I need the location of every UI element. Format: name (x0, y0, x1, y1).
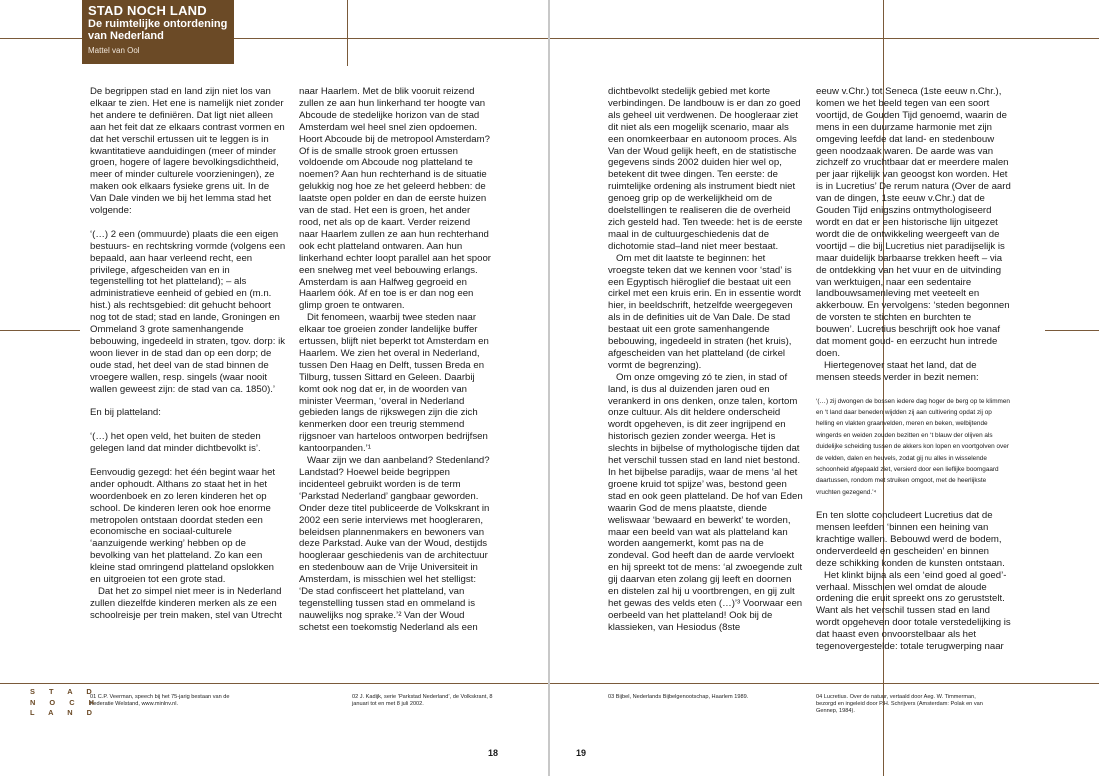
text-column-1 (90, 86, 286, 622)
paragraph: naar Haarlem. Met de blik vooruit reizend zullen ze aan hun linkerhand ter hoogte van Abcoude de stedelijke horizon van de stad Amsterdam wel heel snel zien opdoemen. Hoort Abcoude bij de metropool Amsterdam? Of is de smalle strook groen ertussen voldoende om Abcoude nog platteland te noemen? Aan hun rechterhand is de situatie gelukkig nog hoe ze het geleerd hebben: de laatste open polder en dan de eerste huizen van de stad. Het een is groen, het ander rood, net als op de kaart. Verder reizend naar Haarlem zullen ze aan hun rechterhand ook echt platteland ontwaren. Aan hun linkerhand echter loopt parallel aan het spoor een snelweg met veel bebouwing erlangs. Amsterdam is aan Halfweg gegroeid en Haarlem óók. Af en toe is er dan nog een glimp groen te ontwaren. (299, 86, 492, 312)
text-column-3 (608, 86, 804, 634)
paragraph: Eenvoudig gezegd: het één begint waar het ander ophoudt. Althans zo staat het in het woordenboek en zo leren kinderen het op school. De kinderen leren ook hoe enorme metropolen ontstaan doordat steden een economische en sociaal-culturele ‘aanzuigende werking’ hebben op de bevolking van het platteland. Zo kan een kleine stad omringend platteland opslokken en uitgroeien tot een grote stad. (90, 466, 276, 586)
text-column-4 (816, 86, 1012, 653)
paragraph: eeuw v.Chr.) tot Seneca (1ste eeuw n.Chr.), komen we het beeld tegen van een soort voortijd, de Gouden Tijd genoemd, waarin de mens in een duurzame harmonie met zijn omgeving leefde dat land- en stedenbouw geen noodzaak waren. De aarde was van zichzelf zo vruchtbaar dat er meerdere malen per jaar rijkelijk van geoogst kon worden. Het is in Lucretius’ De rerum natura (Over de aard van de dingen, 1ste eeuw v.Chr.) dat de Gouden Tijd enigszins ontmythologiseerd wordt en dat er een historische lijn uitgezet wordt die de ontwikkeling weergeeft van de voortijd – die bij Lucretius niet paradijselijk is maar duidelijk barbaarse trekken heeft – via de ontdekking van het vuur en de uitvinding van werktuigen, naar een sedentaire landbouwsamenleving met veeteelt en akkerbouw. En vervolgens: ‘steden begonnen de vorsten te stichten en burchten te bouwen’. Lucretius beschrijft ook hoe vanaf dat moment goud- en eerzucht hun intrede doen. (816, 86, 1011, 359)
article-subtitle-line-1: De ruimtelijke ontordening (88, 18, 228, 30)
paragraph: Dit fenomeen, waarbij twee steden naar elkaar toe groeien zonder landelijke buffer ertussen, blijft niet beperkt tot Amsterdam en Haarlem. We zien het overal in Nederland, tussen Den Haag en Delft, tussen Breda en Tilburg, tussen Sittard en Geleen. Daarbij komt ook nog dat er, in de woorden van minister Veerman, ‘overal in Nederland gebieden langs de rijkswegen zijn die zich kenmerken door een treurig stemmend rijgsnoer van harteloos ontworpen bedrijfsen kantoorpanden.’¹ (299, 312, 489, 455)
paragraph: Het klinkt bijna als een ‘eind goed al goed’-verhaal. Misschien wel omdat de aloude ordening die eruit spreekt ons zo geruststelt. Want als het verschil tussen stad en land wordt opgeheven door totale verstedelijking is dat haast even onvoorstelbaar als het tegenovergestelde: totale terugwerping naar (816, 569, 1011, 653)
paragraph: dichtbevolkt stedelijk gebied met korte verbindingen. De landbouw is er dan zo goed als geheel uit verdwenen. De hoogleraar ziet dit niet als een mogelijk scenario, maar als een onomkeerbaar en autonoom proces. Als Van der Woud gelijk heeft, en de statistische gegevens sinds 2002 duiden hier wel op, betekent dit twee dingen. Ten eerste: de ruimtelijke ordening als instrument biedt niet genoeg grip op de werkelijkheid om de doelstellingen te realiseren die de overheid zich gesteld had. Ten tweede: het is de eerste maal in de cultuurgeschiedenis dat de dichotomie stad–land niet meer bestaat. (608, 86, 803, 252)
footnote-4: 04 Lucretius. Over de natuur, vertaald door Aeg. W. Timmerman, bezorgd en ingeleid door P.H. Schrijvers (Amsterdam: Polak en van Gennep, 1984). (816, 694, 983, 714)
article-author: Mattel van Ool (88, 46, 140, 55)
stad-noch-land-logo (30, 687, 100, 719)
logo-line: S T A D (30, 687, 98, 696)
page-number-left: 18 (488, 748, 499, 758)
paragraph: Om onze omgeving zó te zien, in stad of land, is dus al duizenden jaren oud en verankerd in ons denken, onze talen, kortom onze cultuur. Als dit heldere onderscheid wordt opgeheven, is dit zeer ingrijpend en historisch gezien zonder weerga. Het is slechts in bijbelse of mythologische tijden dat het verschil tussen stad en land niet bestond. In het bijbelse paradijs, waar de mens ‘al het groene kruid tot spijze’ was, bestond geen stad en ook geen platteland. De hof van Eden waarin God de mens plaatste, diende weliswaar ‘bewaard en bewerkt’ te worden, maar een beeld van wat als platteland kan worden aangemerkt, komt pas na de zondeval. God heeft dan de aarde vervloekt en hij spreekt tot de mens: ‘al zwoegende zult gij daarvan eten zolang gij leeft en doornen en distelen zal hij u voortbrengen, en gij zult het gewas des velds eten (…)’³ Voorwaar een oerbeeld van het platteland! Ook bij de klassieken, van Hesiodus (8ste (608, 371, 803, 633)
paragraph: Hiertegenover staat het land, dat de mensen steeds verder in bezit nemen: (816, 359, 979, 383)
bottom-rule-right (550, 683, 1099, 684)
paragraph: En ten slotte concludeert Lucretius dat de mensen leefden ‘binnen een heining van krachtige wallen. Bebouwd werd de bodem, onderverdeeld en gescheiden’ en binnen deze schikking konden de kunsten ontstaan. (816, 510, 1005, 569)
page-gutter (548, 0, 550, 776)
lucretius-quote: ‘(…) zij dwongen de bossen iedere dag hoger de berg op te klimmen en ‘t land daar beneden wijdden zij aan cultivering opdat zij op helling en vlakten graanvelden, meren en beken, welbijtende wingerds en weiden zouden bezitten en ‘t blauw der olijven als duidelijke scheiding tussen de akkers kon lopen en voortgolven over de velden, dalen en heuvels, zodat gij nu alles in wisselende schoonheid afgepaald ziet, versierd door een lieflijke boomgaard daartussen, rondom met struiken omgoot, met de heerlijkste vruchten gezegend.’⁴ (816, 397, 1010, 496)
bottom-rule-left (0, 683, 548, 684)
footnote-1: 01 C.P. Veerman, speech bij het 75-jarig bestaan van de Federatie Welstand, www.minlnv.nl. (90, 694, 230, 707)
paragraph: Om met dit laatste te beginnen: het vroegste teken dat we kennen voor ‘stad’ is een Egyptisch hiëroglief die bestaat uit een cirkel met een kruis erin. En in essentie wordt hier, in beeldschrift, hetzelfde weergegeven als in de definities uit de Van Dale. De stad bestaat uit een grote samenhangende bebouwing, ingedeeld in straten (het kruis), afgescheiden van het platteland (de cirkel vormt de begrenzing). (608, 252, 802, 371)
side-rule-left (0, 330, 80, 331)
footnote-2: 02 J. Kadijk, serie ‘Parkstad Nederland’, de Volkskrant, 8 januari tot en met 8 juli 2002. (352, 694, 493, 707)
dictionary-quote-stad: ‘(…) 2 een (ommuurde) plaats die een eigen bestuurs- en rechtskring vormde (volgens een bepaald, aan haar verleend recht, een privilege, afgescheiden van en in tegenstelling tot het platteland); – als administratieve eenheid of gebied en (m.n. hist.) als rechtsgebied: dit gehucht behoort nog tot de stad; stad en lande, Groningen en Ommeland 3 grote samenhangende bebouwing, ingedeeld in straten, tgov. dorp: ik woon liever in de stad dan op een dorp; de oude stad, het deel van de stad binnen de vroegere wallen, resp. singels (waar nooit wallen geweest zijn: de stad van ca. 1850).’ (90, 228, 286, 395)
text-column-2 (299, 86, 491, 634)
footnote-3: 03 Bijbel, Nederlands Bijbelgenootschap, Haarlem 1989. (608, 694, 749, 700)
paragraph: En bij platteland: (90, 407, 161, 419)
dictionary-quote-platteland: ‘(…) het open veld, het buiten de steden gelegen land dat minder dichtbevolkt is’. (90, 431, 261, 455)
column-rule-left (347, 0, 348, 66)
top-rule-right (550, 38, 1099, 39)
page-number-right: 19 (576, 748, 587, 758)
logo-line: N O C H (30, 697, 100, 707)
side-rule-right (1045, 330, 1099, 331)
logo-line: L A N D (30, 708, 99, 717)
article-header (82, 0, 234, 64)
paragraph: De begrippen stad en land zijn niet los van elkaar te zien. Het ene is namelijk niet zonder het andere te definiëren. Dat ligt niet alleen aan het feit dat ze elkaars contrast vormen en dat het verschil ertussen uit te leggen is in kwantitatieve aanduidingen (meer of minder groen, hogere of lagere bevolkingsdichtheid, meer of minder culturele voorzieningen), ze maken ook elkaars fysieke grens uit. In de Van Dale vinden we bij het lemma stad het volgende: (90, 86, 285, 217)
article-subtitle-line-2: van Nederland (88, 30, 164, 42)
paragraph: Waar zijn we dan aanbeland? Stedenland? Landstad? Hoewel beide begrippen incidenteel gebruikt worden is de term ‘Parkstad Nederland’ gangbaar geworden. Onder deze titel publiceerde de Volkskrant in 2002 een serie interviews met hoogleraren, beleidsen plannenmakers en bewoners van deze Parkstad. Auke van der Woud, destijds hoogleraar geschiedenis van de architectuur en stedenbouw aan de Vrije Universiteit in Amsterdam, is misschien wel het stelligst: ‘De stad confisceert het platteland, van tegenstelling tussen stad en ommeland is nauwelijks nog sprake.’² Van der Woud schetst een toekomstig Nederland als een (299, 455, 490, 633)
article-title: STAD NOCH LAND (88, 3, 207, 18)
paragraph: Dat het zo simpel niet meer is in Nederland zullen diezelfde kinderen merken als ze een schoolreisje per trein maken, stel van Utrecht (90, 586, 282, 621)
